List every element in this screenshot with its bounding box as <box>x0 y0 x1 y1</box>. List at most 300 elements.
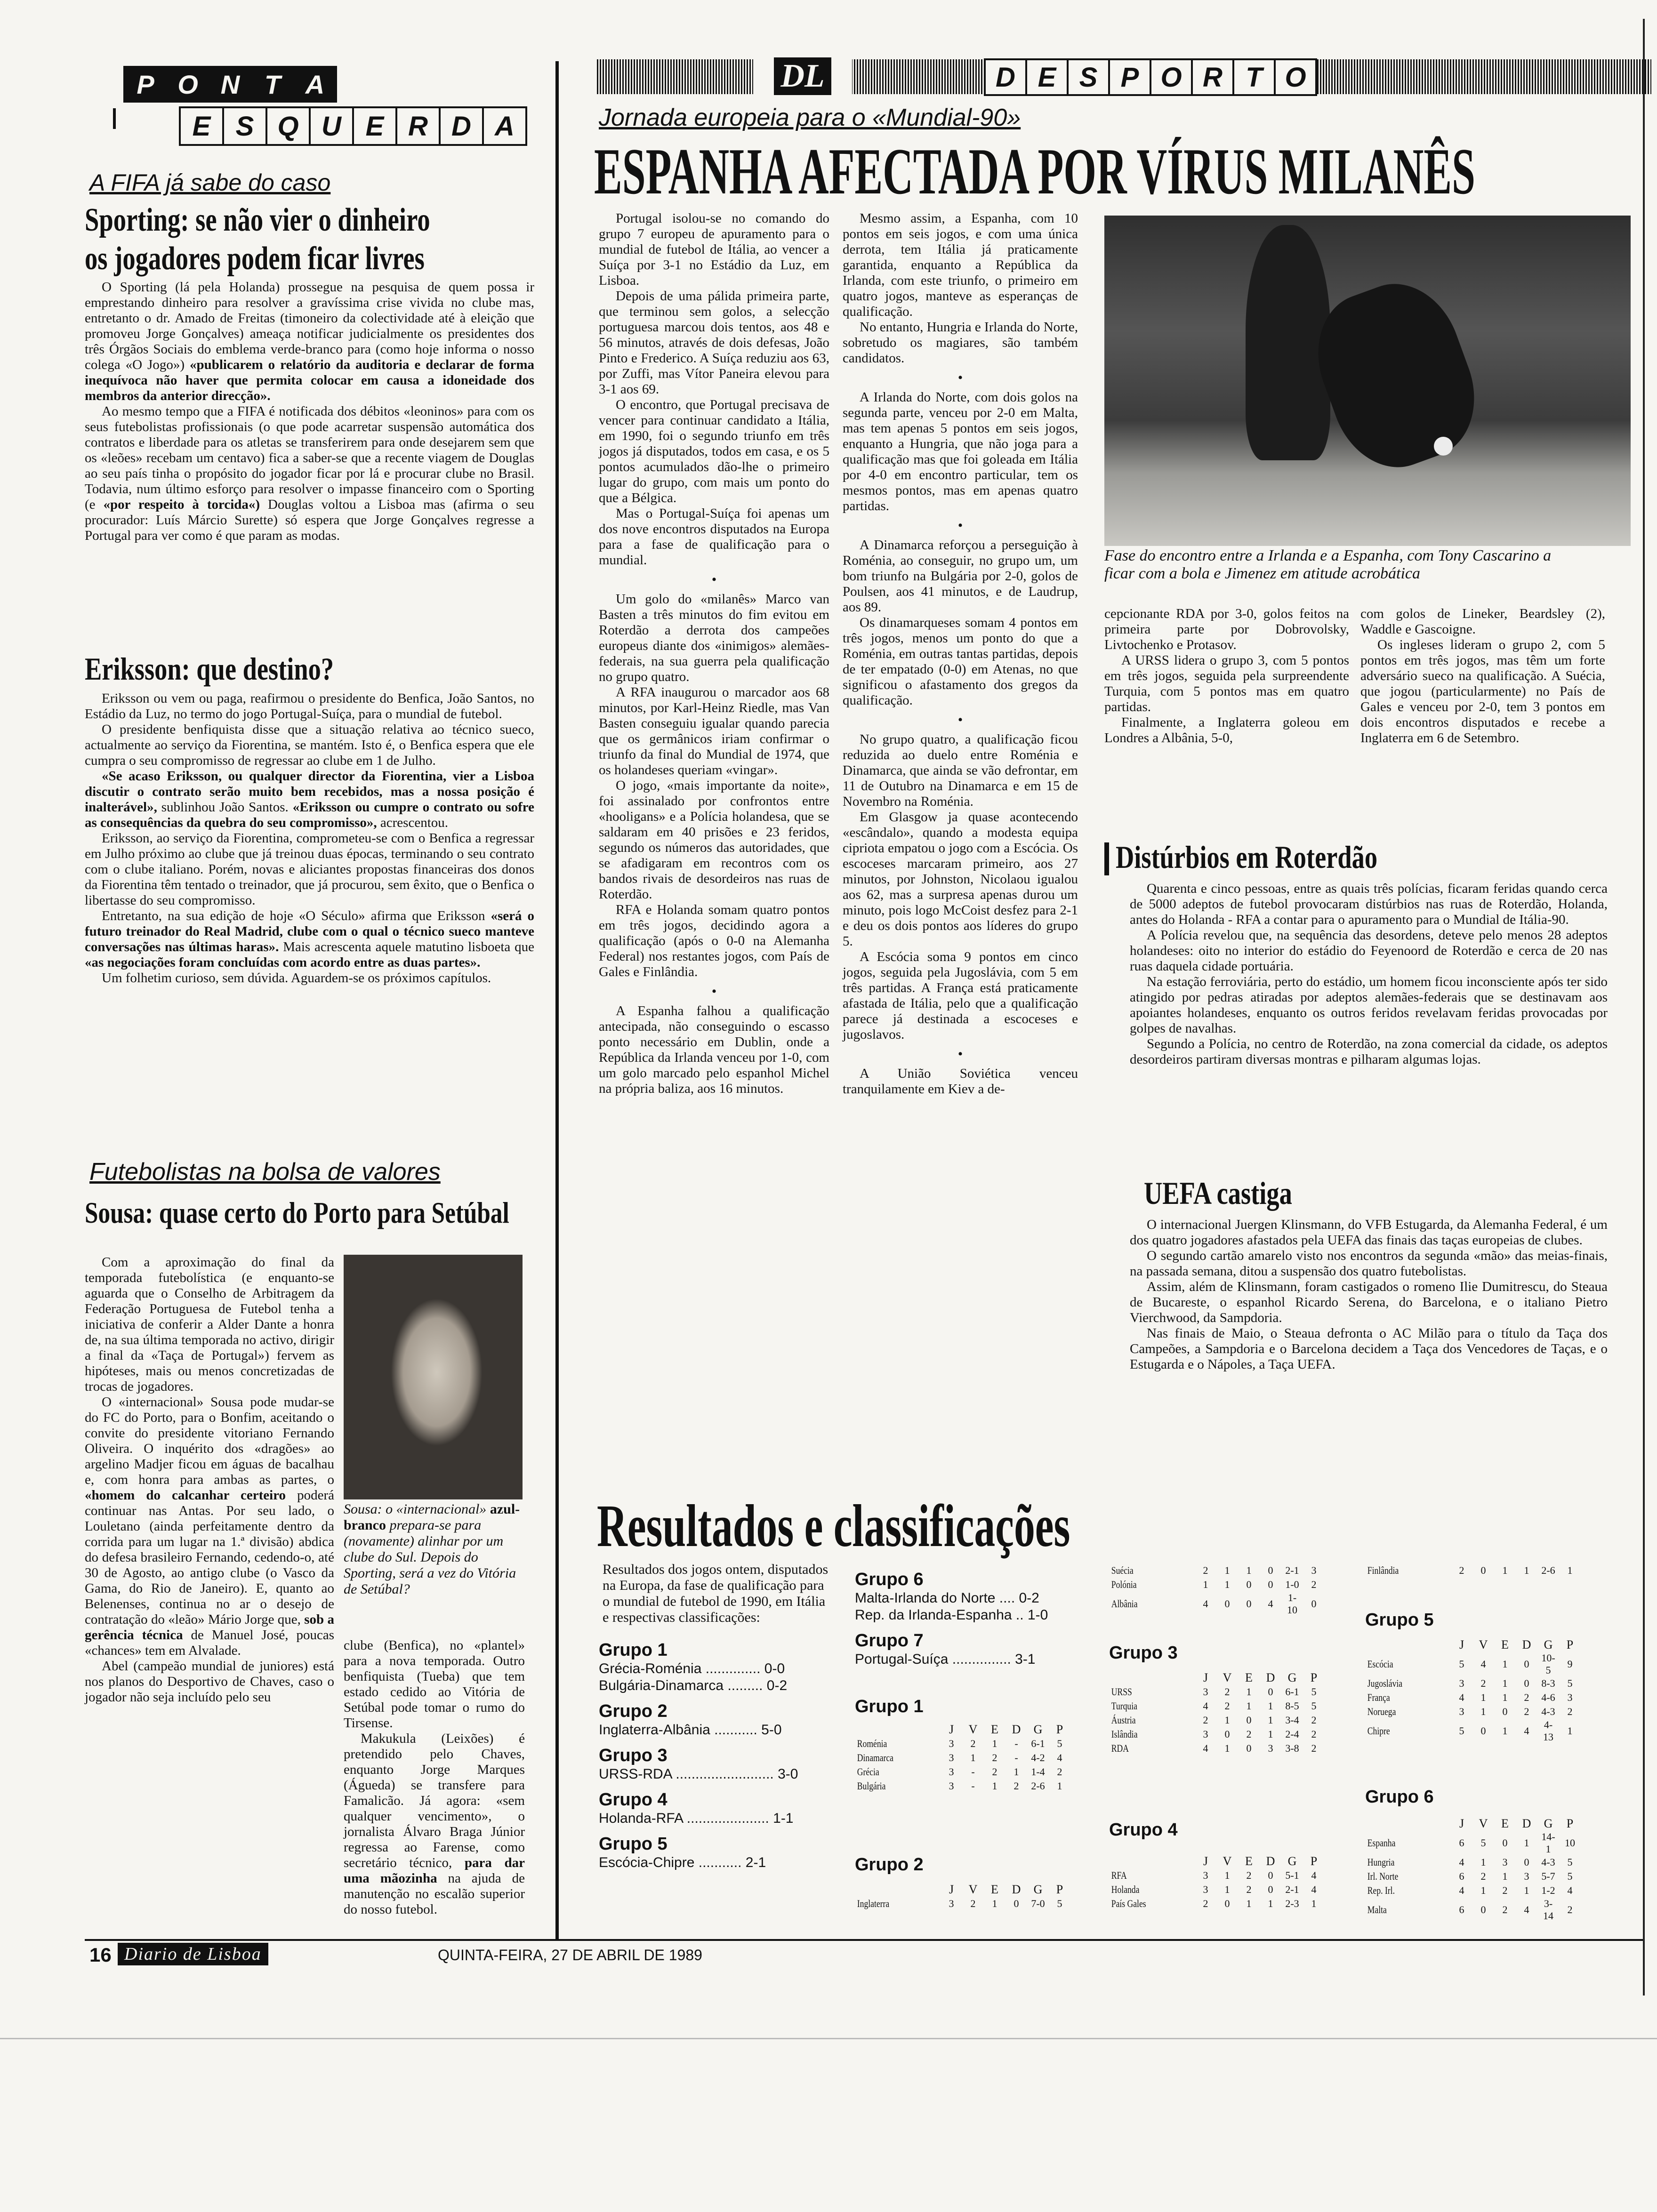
standings-row <box>1365 1563 1581 1578</box>
kicker-jornada: Jornada europeia para o «Mundial-90» <box>599 104 1021 131</box>
standings-cell: 2 <box>1567 1706 1573 1717</box>
standings-cell: 0 <box>1224 1898 1230 1909</box>
eriksson-p5a: «Se acaso Eriksson, ou qualquer director da Fiorentina, vier a Lisboa discutir o contrato serão muito bem recebidos, mas a nossa posição é inalterável», <box>85 769 534 815</box>
standings-cell: 5-1 <box>1285 1869 1299 1881</box>
c1-p1: Depois de uma pálida primeira parte, que terminou sem golos, a selecção portuguesa marcou dois tentos, aos 48 e 56 minutos, através de dois defesas, João Pinto e Frederico. A Suíça reduziu aos 63, por Zuffi, mas Vítor Paneira elevou para 3-1 aos 69. <box>599 289 829 397</box>
standings-cell: 1 <box>1502 1677 1508 1689</box>
standings-row <box>1109 1741 1325 1755</box>
masthead-letter-tile: P <box>1108 58 1150 96</box>
separator-dot: • <box>711 572 717 587</box>
c2d-p2: A Escócia soma 9 pontos em cinco jogos, seguida pela Jugoslávia, com 5 em três partidas. A França está praticamente afastada de Itália, pelo que a qualificação parece já destinada a escoceses e jugoslavos. <box>843 949 1078 1042</box>
standings-cell: 3 <box>949 1738 954 1749</box>
eriksson-p5d: acrescentou. <box>377 815 448 830</box>
team-name: Rep. Irl. <box>1367 1884 1395 1896</box>
standings-cell: 6 <box>1459 1904 1464 1915</box>
standings-cell: 4-6 <box>1541 1691 1555 1703</box>
standings-header-cell: P <box>1056 1723 1063 1736</box>
standings-row <box>1365 1855 1581 1869</box>
main-col-4 <box>1360 606 1605 746</box>
standings-cell: 2 <box>1203 1714 1208 1726</box>
standings-row <box>1109 1685 1325 1699</box>
result-line: Escócia-Chipre ........... 2-1 <box>599 1855 766 1870</box>
headline-sousa: Sousa: quase certo do Porto para Setúbal <box>85 1196 509 1229</box>
standings-cell: 1 <box>1268 1700 1273 1712</box>
standings-cell: 2 <box>970 1898 976 1909</box>
result-line: Rep. da Irlanda-Espanha .. 1-0 <box>855 1607 1048 1623</box>
standings-row <box>1365 1691 1581 1705</box>
standings-cell: 3 <box>1203 1869 1208 1881</box>
uefa-p3: Nas finais de Maio, o Steaua defronta o AC Milão para o título da Taça dos Campeões, a Sampdoria e o Barcelona decidem a Taça dos Vencedores de Taças, e o Estugarda e o Nápoles, a Taça UEFA. <box>1130 1326 1608 1372</box>
distur-p0: Quarenta e cinco pessoas, entre as quais três polícias, ficaram feridas quando cerca de 5000 adeptos de futebol provocaram distúrbios nas ruas de Roterdão, Holanda, antes do Holanda - RFA a contar para o apuramento para o Mundial de Itália-90. <box>1130 881 1608 927</box>
team-name: Bulgária <box>857 1780 886 1792</box>
standings-g5 <box>1365 1638 1581 1743</box>
team-name: Inglaterra <box>857 1898 890 1909</box>
standings-cell: 4 <box>1524 1725 1529 1737</box>
standings-cell: 5-7 <box>1541 1870 1555 1882</box>
team-name: Turquia <box>1111 1700 1137 1712</box>
standings-cell: 4 <box>1311 1883 1317 1895</box>
eriksson-p8: Um folhetim curioso, sem dúvida. Aguardem-se os próximos capítulos. <box>102 970 491 986</box>
standings-cell: 0 <box>1268 1883 1273 1895</box>
standings-table <box>1109 1671 1325 1755</box>
standings-cell: 0 <box>1502 1837 1508 1849</box>
standings-cell: 3 <box>949 1780 954 1792</box>
standings-header-cell: D <box>1266 1671 1275 1684</box>
standings-cell: - <box>971 1766 975 1778</box>
eriksson-p7d: «as negociações foram concluídas com acordo entre as duas partes». <box>85 955 481 970</box>
standings-cell: - <box>971 1780 975 1792</box>
standings-row <box>855 1779 1070 1793</box>
standings-cell: 5 <box>1567 1856 1573 1868</box>
masthead-letter-tile: T <box>1232 58 1274 96</box>
team-name: Polónia <box>1111 1579 1137 1590</box>
standings-g4 <box>1109 1854 1325 1911</box>
standings-header-cell: E <box>991 1723 998 1736</box>
standings-header-cell: E <box>1501 1638 1509 1651</box>
standings-g2 <box>855 1883 1070 1911</box>
standings-header <box>1109 1854 1325 1868</box>
result-line: Holanda-RFA ..................... 1-1 <box>599 1811 794 1826</box>
masthead-letter-tile: D <box>439 106 482 146</box>
result-line: Inglaterra-Albânia ........... 5-0 <box>599 1722 782 1738</box>
standings-cell: 1 <box>1524 1564 1529 1576</box>
c1-p2: O encontro, que Portugal precisava de vencer para continuar candidato a Itália, em 1990, foi o segundo triunfo em três jogos já disputados, todos em casa, e os 5 pontos acumulados dão-lhe o primeiro lugar do grupo, com mais um ponto do que a Bélgica. <box>599 397 829 505</box>
standings-cell: 0 <box>1014 1898 1019 1909</box>
standings-cell: 1 <box>1524 1884 1529 1896</box>
standings-row <box>1365 1705 1581 1719</box>
masthead-mark <box>113 108 116 129</box>
standings-table <box>855 1723 1070 1793</box>
standings-table <box>1109 1854 1325 1911</box>
standings-row <box>855 1737 1070 1751</box>
standings-cell: 8-3 <box>1541 1677 1555 1689</box>
photo-caption: Fase do encontro entre a Irlanda e a Espanha, com Tony Cascarino a ficar com a bola e Jimenez em atitude acrobática <box>1104 547 1552 582</box>
standings-table <box>1365 1638 1581 1743</box>
standings-cell: 1 <box>1057 1780 1062 1792</box>
standings-cell: 0 <box>1480 1564 1486 1576</box>
standings-cell: 4-3 <box>1541 1856 1555 1868</box>
main-col-2 <box>843 211 1078 1097</box>
headline-uefa: UEFA castiga <box>1144 1175 1292 1211</box>
standings-cell: 0 <box>1480 1725 1486 1737</box>
standings-cell: - <box>1014 1752 1018 1763</box>
standings-cell: 2-3 <box>1285 1898 1299 1909</box>
sousa-s2c: poderá continuar nas Antas. Por seu lado, o Louletano (ainda perfeitamente dentro da corrida para um lugar na 1.ª divisão) abdica do defesa brasileiro Fernando, cedendo-o, até 30 de Agosto, ao antigo clube (o Vasco da Gama, do Rio de Janeiro). E, quanto ao Belenenses, continua no ar o desejo de contratação do «leão» Mário Jorge que, <box>85 1488 334 1627</box>
standings-cell: 1 <box>1502 1870 1508 1882</box>
standings-cell: 1 <box>1246 1700 1252 1712</box>
standings-cell: 0 <box>1480 1904 1486 1915</box>
standings-header-cell: E <box>1245 1854 1253 1868</box>
standings-cell: 8-5 <box>1285 1700 1299 1712</box>
team-name: Roménia <box>857 1738 887 1749</box>
c2c-p0: A Dinamarca reforçou a perseguição à Roménia, ao conseguir, no grupo um, um bom triunfo na Bulgária por 2-0, golos de Poulsen, aos 41 minutos, e de Laudrup, aos 89. <box>843 537 1078 615</box>
c1c-p0: A Espanha falhou a qualificação antecipada, não conseguindo o escasso ponto necessário em Dublin, onde a República da Irlanda venceu por 1-0, com um golo marcado pelo espanhol Michel na própria baliza, aos 16 minutos. <box>599 1003 829 1096</box>
standings-header-cell: V <box>1479 1817 1488 1830</box>
separator-dot: • <box>957 1046 963 1062</box>
distur-p2: Na estação ferroviária, perto do estádio, um homem ficou inconsciente após ter sido atingido por pedras atiradas por adeptos alemães-federais que se destinavam aos apoiantes holandeses, enquanto os outros feridos revelavam feridas provocadas por golpes de navalhas. <box>1130 974 1608 1036</box>
standings-cell: 1 <box>1246 1564 1252 1576</box>
sporting-p2c: Douglas voltou a Lisboa mas (afirma o seu procurador: Luís Márcio Surette) só espera que Jorge Gonçalves regresse a Portugal para ver como é que param as modas. <box>85 497 534 543</box>
main-col-3 <box>1104 606 1349 746</box>
standings-cell: 2 <box>1480 1870 1486 1882</box>
c2c-p1: Os dinamarqueses somam 4 pontos em três jogos, menos um ponto do que a Roménia, em outras tantas partidas, depois de ter empatado (0-0) em Atenas, no que significou o afastamento dos gregos da qualificação. <box>843 615 1078 708</box>
footer-rule <box>85 1939 1643 1941</box>
standings-row <box>1365 1831 1581 1855</box>
standings-cell: 1 <box>1567 1564 1573 1576</box>
standings-cell: 2 <box>992 1752 997 1763</box>
disturbios-article <box>1130 881 1608 1067</box>
standings-cell: 0 <box>1246 1579 1252 1590</box>
sousa-s2e: de Manuel José, poucas «chances» tem em Alvalade. <box>85 1627 334 1658</box>
standings-cell: 4 <box>1203 1700 1208 1712</box>
standings-header-cell: P <box>1310 1854 1318 1868</box>
uefa-p2: Assim, além de Klinsmann, foram castigados o romeno Ilie Dumitrescu, do Steaua de Bucareste, o espanhol Ricardo Serena, do Barcelona, e o italiano Pietro Vierchwood, da Sampdoria. <box>1130 1279 1608 1325</box>
standings-cell: 2 <box>1224 1700 1230 1712</box>
sousa-s5a: Makukula (Leixões) é pretendido pelo Chaves, enquanto Jorge Marques (Águeda) se transfere para Famalicão. Já agora: «sem qualquer vencimento», o jornalista Álvaro Braga Júnior regressa ao Farense, como secretário técnico, <box>344 1731 525 1870</box>
c3-p0: cepcionante RDA por 3-0, golos feitos na primeira parte por Dobrovolsky, Livtochenko e Protasov. <box>1104 606 1349 652</box>
standings-cell: 3 <box>1311 1564 1317 1576</box>
sousa-s5b: para dar uma mãozinha <box>344 1855 525 1886</box>
standings-cell: 2 <box>1459 1564 1464 1576</box>
standings-cell: 1 <box>1203 1579 1208 1590</box>
standings-g6 <box>1365 1817 1581 1922</box>
team-name: URSS <box>1111 1686 1132 1698</box>
standings-cell: 4-3 <box>1541 1706 1555 1717</box>
standings-cell: 3 <box>1459 1677 1464 1689</box>
standings-header-cell: J <box>1459 1817 1464 1830</box>
standings-cell: 1 <box>1502 1658 1508 1670</box>
standings-header-cell: G <box>1033 1883 1043 1896</box>
sousa-photo <box>344 1255 523 1499</box>
c2b-p0: A Irlanda do Norte, com dois golos na segunda parte, venceu por 2-0 em Malta, mas tem apenas 5 pontos em seis jogos, enquanto a Hungria, que não joga para a qualificação mas que foi goleada em Itália por 4-0 em encontro particular, tem os mesmos pontos, mas em apenas quatro partidas. <box>843 390 1078 513</box>
standings-g5-title: Grupo 5 <box>1365 1610 1434 1630</box>
standings-cell: 2 <box>1480 1677 1486 1689</box>
standings-cell: 5 <box>1057 1738 1062 1749</box>
results-group-title: Grupo 1 <box>599 1640 668 1660</box>
standings-cell: 3 <box>949 1752 954 1763</box>
standings-cell: 2 <box>1502 1904 1508 1915</box>
paper-name: Diario de Lisboa <box>118 1943 268 1965</box>
team-name: Suécia <box>1111 1564 1134 1576</box>
standings-cell: 0 <box>1246 1742 1252 1754</box>
masthead-letter-tile: R <box>1191 58 1232 96</box>
standings-header <box>855 1723 1070 1737</box>
standings-cell: 2-1 <box>1285 1564 1299 1576</box>
standings-header-cell: E <box>1501 1817 1509 1830</box>
sousa-s2b: «homem do calcanhar certeiro <box>85 1488 286 1503</box>
standings-cell: 3 <box>1203 1883 1208 1895</box>
standings-cell: 1 <box>1567 1725 1573 1737</box>
standings-cell: 2 <box>1524 1691 1529 1703</box>
standings-row <box>1109 1578 1325 1592</box>
caption-c: prepara-se para (novamente) alinhar por um clube do Sul. Depois do Sporting, será a vez do Vitória de Setúbal? <box>344 1517 516 1597</box>
standings-row <box>1109 1713 1325 1727</box>
standings-cell: 4 <box>1480 1658 1486 1670</box>
match-photo <box>1104 216 1631 546</box>
team-name: Escócia <box>1367 1658 1393 1670</box>
sousa-s5c: na ajuda de manutenção no escalão superior do nosso futebol. <box>344 1871 525 1917</box>
sousa-article-a <box>85 1255 334 1705</box>
c2-p1: No entanto, Hungria e Irlanda do Norte, sobretudo os magiares, são também candidatos. <box>843 320 1078 366</box>
team-name: Finlândia <box>1367 1564 1399 1576</box>
uefa-p1: O segundo cartão amarelo visto nos encontros da segunda «mão» das meias-finais, na passada semana, ditou a suspensão dos quatro futebolistas. <box>1130 1248 1608 1279</box>
standings-header-cell: G <box>1287 1854 1297 1868</box>
standings-cell: 1 <box>1246 1686 1252 1698</box>
disturbios-bar <box>1104 842 1109 875</box>
sousa-article-b <box>344 1638 525 1917</box>
team-name: Malta <box>1367 1904 1387 1915</box>
standings-cell: 3 <box>1567 1691 1573 1703</box>
standings-cell: 7-0 <box>1031 1898 1045 1909</box>
standings-cell: 2 <box>1203 1564 1208 1576</box>
c3-p1: A URSS lidera o grupo 3, com 5 pontos em três jogos, seguida pela surpreendente Turquia, com 5 pontos mas em quatro partidas. <box>1104 653 1349 714</box>
standings-cell: 3-8 <box>1285 1742 1299 1754</box>
ball <box>1434 437 1453 456</box>
standings-header-cell: J <box>1459 1638 1464 1651</box>
standings-header-cell: D <box>1522 1638 1531 1651</box>
standings-cell: 1 <box>1480 1691 1486 1703</box>
standings-row <box>1365 1676 1581 1691</box>
result-line: Grécia-Roménia .............. 0-0 <box>599 1661 785 1676</box>
c2-p0: Mesmo assim, a Espanha, com 10 pontos em seis jogos, e com uma única derrota, tem Itália já praticamente garantida, enquanto a República da Irlanda, com este triunfo, o primeiro em quatro jogos, manteve as esperanças de qualificação. <box>843 211 1078 319</box>
sousa-s4: clube (Benfica), no «plantel» para a nova temporada. Outro benfiquista (Tueba) que tem estado cedido ao Vitória de Setúbal pode tomar o rumo do Tirsense. <box>344 1638 525 1731</box>
standings-row <box>1365 1719 1581 1743</box>
c2d-p1: Em Glasgow ja quase acontecendo «escândalo», quando a modesta equipa cipriota empatou o jogo com a Escócia. Os escoceses marcaram primeiro, aos 27 minutos, por Johnston, Nicolaou igualou aos 62, mas a surpresa apenas durou um minuto, pois logo McCoist desfez para 2-1 e deu os dois pontos aos líderes do grupo 5. <box>843 809 1078 949</box>
result-line: Malta-Irlanda do Norte .... 0-2 <box>855 1590 1039 1606</box>
standings-row <box>855 1751 1070 1765</box>
sousa-s1: Com a aproximação do final da temporada futebolística (e enquanto-se aguarda que o Conselho de Arbitragem da Federação Portuguesa de Futebol tenha a iniciativa de conferir a Alder Dante a honra de, na sua última temporada no activo, dirigir a final da «Taça de Portugal») fervem as hipóteses, mais ou menos concretizadas de trocas de jogadores. <box>85 1255 334 1394</box>
c3-p2: Finalmente, a Inglaterra goleou em Londres a Albânia, 5-0, <box>1104 715 1349 745</box>
standings-cell: 5 <box>1311 1700 1317 1712</box>
masthead-letter-tile: T <box>250 66 293 103</box>
result-line: Bulgária-Dinamarca ......... 0-2 <box>599 1678 788 1693</box>
standings-cell: 1 <box>1268 1728 1273 1740</box>
separator-dot: • <box>957 712 963 728</box>
ponta-tiles <box>123 66 337 103</box>
result-line: Portugal-Suíça ............... 3-1 <box>855 1651 1036 1667</box>
standings-cell: 5 <box>1567 1677 1573 1689</box>
standings-header-cell: V <box>1223 1671 1232 1684</box>
results-group-title: Grupo 2 <box>599 1701 668 1721</box>
standings-cell: 1 <box>1268 1898 1273 1909</box>
standings-cell: 0 <box>1224 1728 1230 1740</box>
standings-row <box>1365 1898 1581 1922</box>
standings-cell: 0 <box>1268 1869 1273 1881</box>
standings-header-cell: D <box>1522 1817 1531 1830</box>
headline-sporting-1: Sporting: se não vier o dinheiro <box>85 202 430 238</box>
headline-eriksson: Eriksson: que destino? <box>85 651 334 687</box>
standings-row <box>1365 1652 1581 1676</box>
standings-header-cell: P <box>1566 1817 1574 1830</box>
standings-header-cell: E <box>991 1883 998 1896</box>
standings-cell: 4 <box>1459 1884 1464 1896</box>
dl-logo <box>753 56 852 97</box>
standings-cell: 6 <box>1459 1870 1464 1882</box>
standings-header-cell: E <box>1245 1671 1253 1684</box>
c1b-p3: RFA e Holanda somam quatro pontos em três jogos, decidindo agora a qualificação (após o 0-0 na Alemanha Federal) nos restantes jogos, com País de Gales e Finlândia. <box>599 902 829 979</box>
standings-row <box>855 1765 1070 1779</box>
standings-g6-title: Grupo 6 <box>1365 1787 1434 1807</box>
standings-cell: 0 <box>1268 1686 1273 1698</box>
standings-cell: 1 <box>1224 1714 1230 1726</box>
headline-sporting-2: os jogadores podem ficar livres <box>85 240 425 277</box>
standings-table <box>1109 1563 1325 1616</box>
standings-cell: 1-4 <box>1031 1766 1045 1778</box>
masthead-letter-tile: S <box>1067 58 1108 96</box>
sporting-p2b: «por respeito à torcida«) <box>103 497 260 512</box>
c1-p3: Mas o Portugal-Suíça foi apenas um dos nove encontros disputados na Europa para a fase de qualificação para o mundial. <box>599 506 829 568</box>
column-rule-left <box>555 61 559 1939</box>
standings-header-cell: V <box>1223 1854 1232 1868</box>
standings-cell: 0 <box>1268 1564 1273 1576</box>
standings-cell: 3 <box>1203 1686 1208 1698</box>
standings-cell: 0 <box>1224 1598 1230 1610</box>
team-name: RFA <box>1111 1869 1127 1881</box>
masthead-letter-tile: E <box>352 106 395 146</box>
standings-cell: 2 <box>1203 1898 1208 1909</box>
player-figure <box>1246 225 1330 460</box>
sporting-p2a: Ao mesmo tempo que a FIFA é notificada dos débitos «leoninos» para com os seus futebolistas profissionais (o que pode acarretar suspensão automática dos contratos e liberdade para os atletas se transferirem para onde desejarem sem que os «leões» recebam um centavo) fica a saber-se que a recente viagem de Douglas ao seu país tinha o propósito do jogador ficar por lá e procurar clube no Brasil. Todavia, num último esforço para resolver o impasse financeiro com o Sporting (e <box>85 404 534 512</box>
standings-header <box>1365 1817 1581 1831</box>
standings-cell: 1 <box>992 1738 997 1749</box>
standings-cell: 2 <box>1311 1742 1317 1754</box>
masthead-letter-tile: S <box>222 106 265 146</box>
c2e-p0: A União Soviética venceu tranquilamente em Kiev a de- <box>843 1066 1078 1097</box>
standings-cell: 0 <box>1246 1598 1252 1610</box>
standings-cell: 1 <box>1224 1579 1230 1590</box>
standings-cell: 2 <box>992 1766 997 1778</box>
standings-cell: 0 <box>1268 1579 1273 1590</box>
standings-cell: 3-14 <box>1543 1898 1553 1922</box>
standings-cell: 1 <box>1246 1898 1252 1909</box>
standings-cell: 0 <box>1502 1706 1508 1717</box>
results-group-title: Grupo 6 <box>855 1570 924 1589</box>
standings-cell: 1 <box>1268 1714 1273 1726</box>
eriksson-p7b: «será o futuro treinador do Real Madrid, clube com o qual o técnico sueco manteve conversações nas últimas haras». <box>85 908 535 954</box>
standings-row <box>1109 1699 1325 1713</box>
standings-row <box>1365 1869 1581 1883</box>
distur-p1: A Polícia revelou que, na sequência das desordens, deteve pelo menos 28 adeptos holandeses: oito no interior do estádio do Feyenoord de Roterdão e cerca de 20 nas ruas daquela cidade portuária. <box>1130 928 1608 974</box>
standings-cell: 1 <box>1480 1706 1486 1717</box>
c1-p0: Portugal isolou-se no comando do grupo 7 europeu de apuramento para o mundial de futebol de Itália, ao vencer a Suíça por 3-1 no Estádio da Luz, em Lisboa. <box>599 211 829 288</box>
standings-header-cell: G <box>1287 1671 1297 1684</box>
standings-cell: 4 <box>1459 1691 1464 1703</box>
standings-cell: 0 <box>1524 1856 1529 1868</box>
standings-cell: 4 <box>1203 1742 1208 1754</box>
standings-cell: 9 <box>1567 1658 1573 1670</box>
standings-header-cell: J <box>949 1723 954 1736</box>
standings-g2b <box>1109 1563 1325 1616</box>
standings-cell: 2 <box>970 1738 976 1749</box>
eriksson-p7a: Entretanto, na sua edição de hoje «O Século» afirma que Eriksson <box>102 908 491 923</box>
standings-header-cell: D <box>1012 1723 1021 1736</box>
eriksson-p7c: Mais acrescenta aquele matutino lisboeta que <box>279 939 534 954</box>
standings-cell: 1 <box>1480 1856 1486 1868</box>
standings-row <box>1365 1883 1581 1898</box>
standings-g4-title: Grupo 4 <box>1109 1820 1178 1840</box>
standings-cell: 2 <box>1567 1904 1573 1915</box>
standings-g4b <box>1365 1563 1581 1578</box>
standings-cell: 2 <box>1246 1883 1252 1895</box>
standings-cell: 3-4 <box>1285 1714 1299 1726</box>
masthead-letter-tile: P <box>123 66 166 103</box>
standings-header-cell: P <box>1566 1638 1574 1651</box>
masthead-letter-tile: E <box>179 106 222 146</box>
standings-row <box>1109 1592 1325 1616</box>
team-name: Áustria <box>1111 1714 1136 1726</box>
standings-cell: 2 <box>1502 1884 1508 1896</box>
masthead-letter-tile: A <box>293 66 337 103</box>
standings-cell: 4 <box>1524 1904 1529 1915</box>
c1b-p0: Um golo do «milanês» Marco van Basten a três minutos do fim evitou em Roterdão a derrota dos campeões europeus diante dos «inimigos» alemães-federais, na sua guerra pela qualificação no grupo quatro. <box>599 592 829 684</box>
standings-header <box>855 1883 1070 1897</box>
standings-row <box>1109 1868 1325 1883</box>
standings-cell: 4 <box>1567 1884 1573 1896</box>
headline-disturbios: Distúrbios em Roterdão <box>1116 839 1378 875</box>
standings-g2-title: Grupo 2 <box>855 1855 924 1875</box>
standings-cell: 2-4 <box>1285 1728 1299 1740</box>
standings-cell: 5 <box>1480 1837 1486 1849</box>
standings-g1-title: Grupo 1 <box>855 1697 924 1716</box>
standings-g3-title: Grupo 3 <box>1109 1643 1178 1663</box>
sousa-s2d: sob a gerência técnica <box>85 1612 335 1643</box>
eriksson-p4: O presidente benfiquista disse que a situação relativa ao técnico sueco, actualmente ao serviço da Fiorentina, se mantém. Isto é, o Benfica espera que ele cumpra o seu compromisso de regressar ao clube em 1 de Julho. <box>85 722 534 768</box>
standings-cell: 2 <box>1311 1579 1317 1590</box>
standings-cell: 1 <box>1224 1564 1230 1576</box>
standings-cell: 1 <box>1502 1725 1508 1737</box>
team-name: Chipre <box>1367 1725 1390 1737</box>
standings-header-cell: G <box>1033 1723 1043 1736</box>
standings-cell: 1 <box>1480 1884 1486 1896</box>
standings-cell: 4-2 <box>1031 1752 1045 1763</box>
standings-cell: 6-1 <box>1285 1686 1299 1698</box>
masthead-letter-tile: R <box>395 106 439 146</box>
uefa-p0: O internacional Juergen Klinsmann, do VFB Estugarda, da Alemanha Federal, é um dos quatro jogadores afastados pela UEFA das finais das taças europeias de clubes. <box>1130 1217 1608 1248</box>
eriksson-p6: Eriksson, ao serviço da Fiorentina, comprometeu-se com o Benfica a regressar em Julho próximo ao clube que já treinou duas épocas, terminando o seu contrato com o clube italiano. Porém, novas e aliciantes propostas financeiras dos donos da Fiorentina têm tentado o treinador, que já procurou, sem êxito, que o Benfica o libertasse do seu compromisso. <box>85 831 534 908</box>
team-name: Irl. Norte <box>1367 1870 1399 1882</box>
standings-cell: 1 <box>1502 1691 1508 1703</box>
standings-row <box>1109 1563 1325 1578</box>
standings-cell: 1-10 <box>1287 1592 1297 1616</box>
distur-p3: Segundo a Polícia, no centro de Roterdão, na zona comercial da cidade, os adeptos desordeiros partiram diversas montras e pilharam algumas lojas. <box>1130 1036 1608 1067</box>
kicker-futebolistas: Futebolistas na bolsa de valores <box>89 1158 441 1186</box>
standings-cell: 4-13 <box>1543 1719 1553 1743</box>
team-name: França <box>1367 1691 1390 1703</box>
standings-cell: 3 <box>949 1898 954 1909</box>
standings-header-cell: V <box>1479 1638 1488 1651</box>
footer-date: QUINTA-FEIRA, 27 DE ABRIL DE 1989 <box>438 1947 702 1964</box>
esquerda-tiles <box>179 106 527 146</box>
